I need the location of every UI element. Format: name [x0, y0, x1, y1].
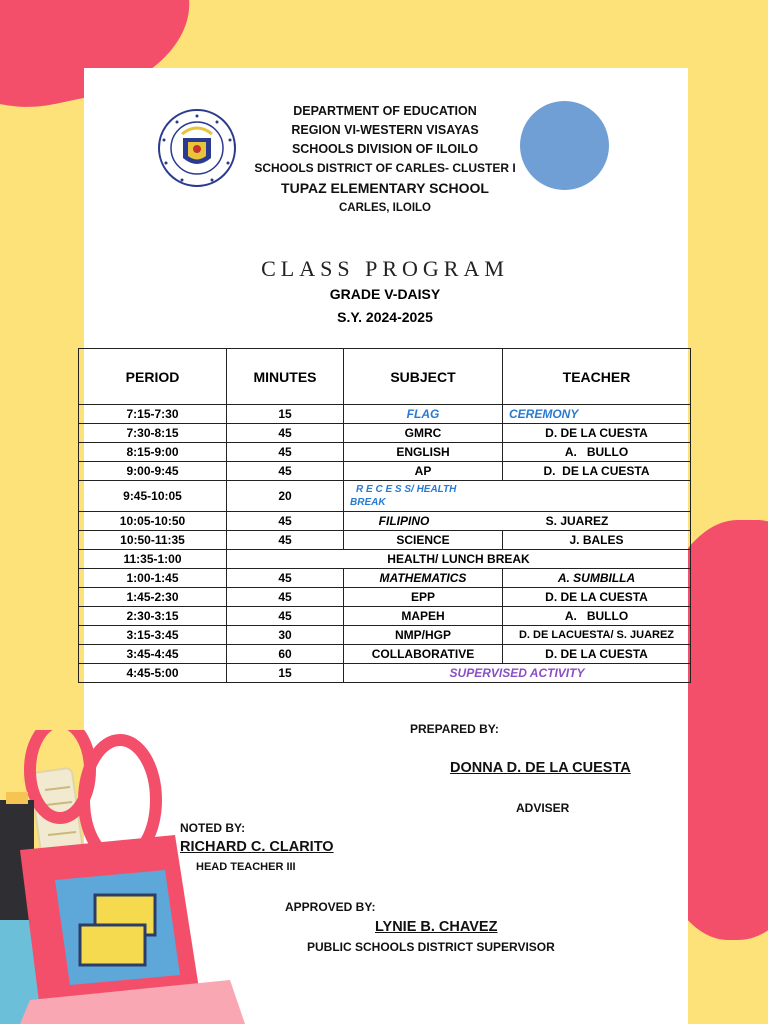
table-row [79, 531, 691, 550]
school-year: S.Y. 2024-2025 [337, 309, 433, 325]
department-line: DEPARTMENT OF EDUCATION [293, 104, 477, 118]
approved-by-title: PUBLIC SCHOOLS DISTRICT SUPERVISOR [307, 940, 555, 954]
period-cell: 1:45-2:30 [79, 588, 227, 607]
column-header: SUBJECT [344, 349, 503, 405]
class-schedule-table [78, 348, 691, 683]
period-cell: 1:00-1:45 [79, 569, 227, 588]
minutes-cell: 45 [227, 462, 344, 481]
table-row [79, 462, 691, 481]
period-cell: 9:45-10:05 [79, 481, 227, 512]
minutes-cell: 20 [227, 481, 344, 512]
table-row [79, 405, 691, 424]
period-cell: 3:45-4:45 [79, 645, 227, 664]
subject-cell: MATHEMATICS [344, 569, 503, 588]
table-row [79, 550, 691, 569]
minutes-cell: 60 [227, 645, 344, 664]
subject-cell: GMRC [344, 424, 503, 443]
table-row [79, 588, 691, 607]
subject-cell: EPP [344, 588, 503, 607]
minutes-cell: 45 [227, 512, 344, 531]
recess-cell [344, 481, 691, 512]
period-cell: 2:30-3:15 [79, 607, 227, 626]
teacher-cell: CEREMONY [503, 405, 691, 424]
table-row [79, 626, 691, 645]
noted-by-title: HEAD TEACHER III [196, 861, 296, 873]
prepared-by-label: PREPARED BY: [410, 722, 499, 736]
table-row [79, 607, 691, 626]
subject-cell: NMP/HGP [344, 626, 503, 645]
prepared-by-name: DONNA D. DE LA CUESTA [450, 760, 631, 776]
subject-cell: MAPEH [344, 607, 503, 626]
teacher-cell: D. DE LA CUESTA [503, 588, 691, 607]
noted-by-name: RICHARD C. CLARITO [180, 839, 334, 855]
approved-by-label: APPROVED BY: [285, 900, 376, 914]
teacher-cell: A. BULLO [503, 443, 691, 462]
document-title: CLASS PROGRAM [261, 256, 509, 281]
period-cell: 11:35-1:00 [79, 550, 227, 569]
teacher-cell: A. BULLO [503, 607, 691, 626]
school-name: TUPAZ ELEMENTARY SCHOOL [281, 180, 489, 196]
period-cell: 10:50-11:35 [79, 531, 227, 550]
table-row [79, 512, 691, 531]
period-cell: 8:15-9:00 [79, 443, 227, 462]
district-line: SCHOOLS DISTRICT OF CARLES- CLUSTER I [254, 161, 516, 175]
table-row [79, 424, 691, 443]
period-cell: 9:00-9:45 [79, 462, 227, 481]
subject-cell: AP [344, 462, 503, 481]
table-row [79, 664, 691, 683]
recess-label-2: BREAK [350, 497, 386, 508]
column-header: MINUTES [227, 349, 344, 405]
minutes-cell: 45 [227, 588, 344, 607]
subject-cell: SCIENCE [344, 531, 503, 550]
teacher-cell: J. BALES [503, 531, 691, 550]
region-line: REGION VI-WESTERN VISAYAS [291, 123, 479, 137]
teacher-cell: D. DE LACUESTA/ S. JUAREZ [503, 626, 691, 645]
minutes-cell: 45 [227, 607, 344, 626]
deped-seal-logo [152, 108, 242, 188]
recess-label: R E C E S S/ HEALTH [356, 484, 457, 495]
subject-cell: ENGLISH [344, 443, 503, 462]
teacher-cell: A. SUMBILLA [503, 569, 691, 588]
prepared-by-title: ADVISER [516, 801, 570, 815]
school-location: CARLES, ILOILO [339, 202, 431, 214]
table-row [79, 443, 691, 462]
teacher-cell: D. DE LA CUESTA [503, 462, 691, 481]
noted-by-label: NOTED BY: [180, 821, 246, 835]
period-cell: 10:05-10:50 [79, 512, 227, 531]
division-line: SCHOOLS DIVISION OF ILOILO [291, 142, 479, 156]
subject-cell: COLLABORATIVE [344, 645, 503, 664]
minutes-cell: 15 [227, 405, 344, 424]
minutes-cell: 30 [227, 626, 344, 645]
period-cell: 4:45-5:00 [79, 664, 227, 683]
column-header: PERIOD [79, 349, 227, 405]
approved-by-name: LYNIE B. CHAVEZ [375, 919, 498, 935]
teacher-cell: S. JUAREZ [545, 514, 609, 528]
minutes-cell: 45 [227, 424, 344, 443]
teacher-cell: D. DE LA CUESTA [503, 645, 691, 664]
lunch-break-cell: HEALTH/ LUNCH BREAK [227, 550, 691, 569]
minutes-cell: 45 [227, 443, 344, 462]
table-row [79, 645, 691, 664]
period-cell: 7:30-8:15 [79, 424, 227, 443]
minutes-cell: 15 [227, 664, 344, 683]
table-row [79, 569, 691, 588]
minutes-cell: 45 [227, 531, 344, 550]
period-cell: 7:15-7:30 [79, 405, 227, 424]
column-header: TEACHER [503, 349, 691, 405]
subject-teacher-cell [344, 512, 691, 531]
minutes-cell: 45 [227, 569, 344, 588]
subject-cell: FILIPINO [378, 514, 430, 528]
table-header-row [79, 349, 691, 405]
school-supplies-illustration [0, 730, 250, 1024]
grade-section: GRADE V-DAISY [329, 286, 441, 302]
table-row [79, 481, 691, 512]
teacher-cell: D. DE LA CUESTA [503, 424, 691, 443]
supervised-activity-cell: SUPERVISED ACTIVITY [344, 664, 691, 683]
subject-cell: FLAG [344, 405, 503, 424]
period-cell: 3:15-3:45 [79, 626, 227, 645]
